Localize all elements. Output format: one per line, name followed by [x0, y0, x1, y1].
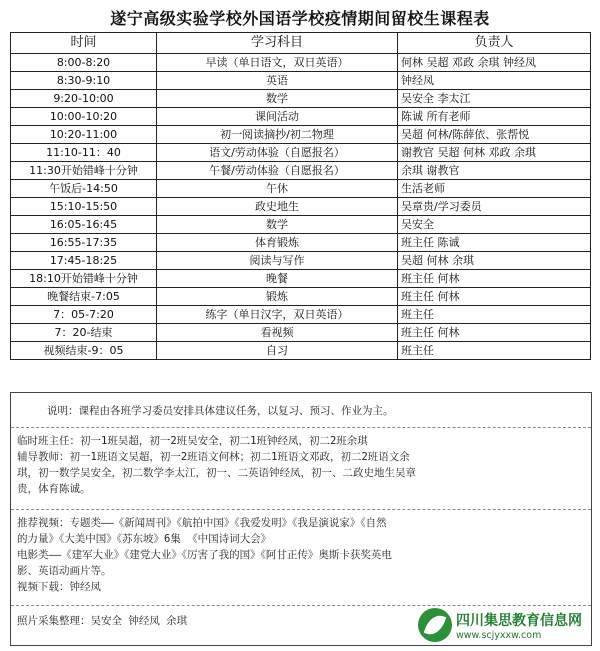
table-row [11, 270, 591, 288]
table-row [11, 342, 591, 360]
cell-person: 何林 吴超 邓政 余琪 钟经凤 [398, 54, 591, 72]
table-header-row [11, 33, 591, 54]
cell-subject: 英语 [157, 72, 398, 90]
leaf-logo-icon [418, 608, 452, 642]
cell-subject: 早读（单日语文，双日英语） [157, 54, 398, 72]
cell-time: 午饭后-14:50 [11, 180, 157, 198]
table-row [11, 162, 591, 180]
schedule-table [10, 32, 591, 360]
cell-person: 班主任 何林 [398, 288, 591, 306]
cell-time: 16:05-16:45 [11, 216, 157, 234]
cell-subject: 体育锻炼 [157, 234, 398, 252]
cell-time: 16:55-17:35 [11, 234, 157, 252]
cell-person: 钟经凤 [398, 72, 591, 90]
note-line: 的力量》《大美中国》《苏东坡》6集 《中国诗词大会》 [17, 533, 272, 545]
cell-subject: 晚餐 [157, 270, 398, 288]
note-line: 视频下载：钟经凤 [17, 581, 101, 593]
cell-subject: 练字（单日汉字，双日英语） [157, 306, 398, 324]
note-line: 辅导教师：初一1班语文吴超，初一2班语文何林；初二1班语文邓政，初二2班语文余 [17, 451, 410, 463]
cell-time: 10:20-11:00 [11, 126, 157, 144]
table-row [11, 324, 591, 342]
cell-time: 9:20-10:00 [11, 90, 157, 108]
cell-time: 15:10-15:50 [11, 198, 157, 216]
header-time: 时间 [11, 33, 157, 54]
watermark-logo [418, 605, 588, 645]
note-line: 推荐视频：专题类——《新闻周刊》《航拍中国》《我爱发明》《我是演说家》《自然 [17, 517, 387, 529]
note-line: 临时班主任：初一1班吴超，初一2班吴安全，初二1班钟经凤，初二2班余琪 [17, 435, 368, 447]
table-row [11, 72, 591, 90]
cell-time: 7：05-7:20 [11, 306, 157, 324]
table-row [11, 54, 591, 72]
cell-subject: 午休 [157, 180, 398, 198]
note-explanation: 说明：课程由各班学习委员安排具体建议任务，以复习、预习、作业为主。 [47, 405, 394, 417]
cell-subject: 午餐/劳动体验（自愿报名） [157, 162, 398, 180]
page-title: 遂宁高级实验学校外国语学校疫情期间留校生课程表 [110, 9, 490, 28]
cell-time: 8:30-9:10 [11, 72, 157, 90]
note-teachers [11, 433, 591, 497]
cell-time: 8:00-8:20 [11, 54, 157, 72]
cell-subject: 政史地生 [157, 198, 398, 216]
cell-subject: 看视频 [157, 324, 398, 342]
cell-person: 生活老师 [398, 180, 591, 198]
cell-person: 班主任 陈诚 [398, 234, 591, 252]
header-subject: 学习科目 [157, 33, 398, 54]
note-videos [11, 515, 591, 595]
table-row [11, 288, 591, 306]
logo-url: www.scjyxxw.com [456, 629, 542, 641]
table-row [11, 180, 591, 198]
cell-subject: 自习 [157, 342, 398, 360]
cell-time: 7：20-结束 [11, 324, 157, 342]
cell-person: 吴章贵/学习委员 [398, 198, 591, 216]
table-row [11, 126, 591, 144]
table-row [11, 252, 591, 270]
cell-time: 晚餐结束-7:05 [11, 288, 157, 306]
table-row [11, 234, 591, 252]
cell-person: 陈诚 所有老师 [398, 108, 591, 126]
note-line: 照片采集整理：吴安全 钟经凤 余琪 [17, 615, 188, 627]
header-person: 负责人 [398, 33, 591, 54]
cell-time: 17:45-18:25 [11, 252, 157, 270]
notes-divider [11, 427, 591, 428]
cell-subject: 数学 [157, 90, 398, 108]
cell-person: 班主任 何林 [398, 324, 591, 342]
table-row [11, 108, 591, 126]
table-row [11, 144, 591, 162]
note-line: 琪，初一数学吴安全，初二数学李太江，初一、二英语钟经凤，初一、二政史地生吴章 [17, 467, 416, 479]
cell-time: 10:00-10:20 [11, 108, 157, 126]
cell-subject: 锻炼 [157, 288, 398, 306]
table-row [11, 216, 591, 234]
cell-subject: 课间活动 [157, 108, 398, 126]
cell-person: 谢教官 吴超 何林 邓政 余琪 [398, 144, 591, 162]
cell-person: 班主任 [398, 306, 591, 324]
table-row [11, 198, 591, 216]
notes-divider [11, 509, 591, 510]
cell-person: 吴安全 李太江 [398, 90, 591, 108]
cell-person: 班主任 [398, 342, 591, 360]
cell-person: 吴安全 [398, 216, 591, 234]
note-line: 影、英语动画片等。 [17, 565, 112, 577]
cell-time: 11:10-11：40 [11, 144, 157, 162]
note-line: 电影类——《建军大业》《建党大业》《厉害了我的国》《阿甘正传》奥斯卡获奖英电 [17, 549, 392, 561]
cell-subject: 初一阅读摘抄/初二物理 [157, 126, 398, 144]
cell-time: 11:30开始错峰十分钟 [11, 162, 157, 180]
table-row [11, 90, 591, 108]
cell-person: 吴超 何林 余琪 [398, 252, 591, 270]
cell-subject: 语文/劳动体验（自愿报名） [157, 144, 398, 162]
cell-subject: 阅读与写作 [157, 252, 398, 270]
note-line: 贵，体育陈诚。 [17, 483, 91, 495]
logo-name: 四川集思教育信息网 [456, 612, 582, 629]
schedule-sheet [4, 0, 596, 651]
cell-person: 吴超 何林/陈薛依、张帮悦 [398, 126, 591, 144]
cell-time: 18:10开始错峰十分钟 [11, 270, 157, 288]
table-row [11, 306, 591, 324]
cell-person: 余琪 谢教官 [398, 162, 591, 180]
cell-person: 班主任 何林 [398, 270, 591, 288]
cell-time: 视频结束-9：05 [11, 342, 157, 360]
cell-subject: 数学 [157, 216, 398, 234]
